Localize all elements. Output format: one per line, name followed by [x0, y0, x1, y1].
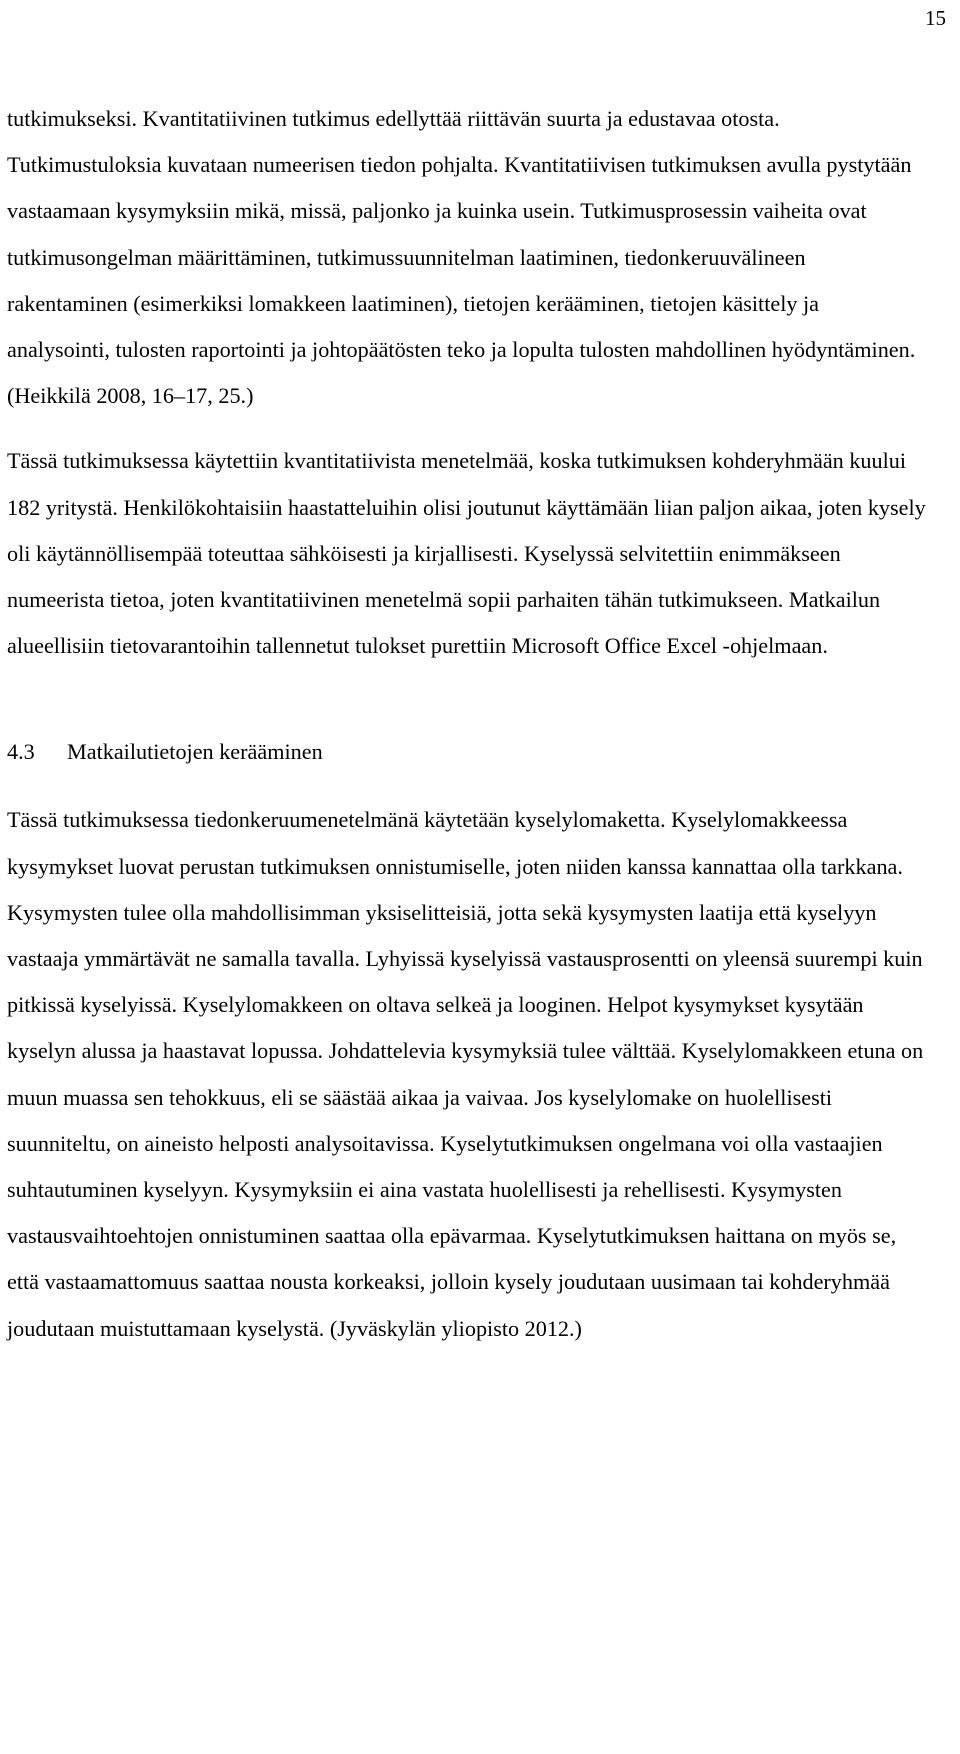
paragraph-methods-intro: tutkimukseksi. Kvantitatiivinen tutkimus edellyttää riittävän suurta ja edustavaa otosta. Tutkimustuloksia kuvataan numeerisen tiedon pohjalta. Kvantitatiivisen tutkimuksen avulla pystytään vastaamaan kysymyksiin mikä, missä, paljonko ja kuinka usein. Tutkimusprosessin vaiheita ovat tutkimusongelman määrittäminen, tutkimussuunnitelman laatiminen, tiedonkeruuvälineen rakentaminen (esimerkiksi lomakkeen laatiminen), tietojen kerääminen, tietojen käsittely ja analysointi, tulosten raportointi ja johtopäätösten teko ja lopulta tulosten mahdollinen hyödyntäminen. (Heikkilä 2008, 16–17, 25.) — [7, 106, 916, 409]
paragraph-method-choice: Tässä tutkimuksessa käytettiin kvantitatiivista menetelmää, koska tutkimuksen kohderyhmään kuului 182 yritystä. Henkilökohtaisiin haastatteluihin olisi joutunut käyttämään liian paljon aikaa, joten kysely oli käytännöllisempää toteuttaa sähköisesti ja kirjallisesti. Kyselyssä selvitettiin enimmäkseen numeerista tietoa, joten kvantitatiivinen menetelmä sopii parhaiten tähän tutkimukseen. Matkailun alueellisiin tietovarantoihin tallennetut tulokset purettiin Microsoft Office Excel -ohjelmaan. — [7, 448, 926, 659]
paragraph-questionnaire: Tässä tutkimuksessa tiedonkeruumenetelmänä käytetään kyselylomaketta. Kyselylomakkeessa kysymykset luovat perustan tutkimuksen onnistumiselle, joten niiden kanssa kannattaa olla tarkkana. Kysymysten tulee olla mahdollisimman yksiselitteisiä, jotta sekä kysymysten laatija että kyselyyn vastaaja ymmärtävät ne samalla tavalla. Lyhyissä kyselyissä vastausprosentti on yleensä suurempi kuin pitkissä kyselyissä. Kyselylomakkeen on oltava selkeä ja looginen. Helpot kysymykset kysytään kyselyn alussa ja haastavat lopussa. Johdattelevia kysymyksiä tulee välttää. Kyselylomakkeen etuna on muun muassa sen tehokkuus, eli se säästää aikaa ja vaivaa. Jos kyselylomake on huolellisesti suunniteltu, on aineisto helposti analysoitavissa. Kyselytutkimuksen ongelmana voi olla vastaajien suhtautuminen kyselyyn. Kysymyksiin ei aina vastata huolellisesti ja rehellisesti. Kysymysten vastausvaihtoehtojen onnistuminen saattaa olla epävarmaa. Kyselytutkimuksen haittana on myös se, että vastaamattomuus saattaa nousta korkeaksi, jolloin kysely joudutaan uusimaan tai kohderyhmää joudutaan muistuttamaan kyselystä. (Jyväskylän yliopisto 2012.) — [7, 807, 924, 1341]
section-number: 4.3 — [7, 739, 35, 765]
section-heading — [7, 729, 927, 775]
page-number: 15 — [925, 6, 946, 30]
document-body — [7, 96, 927, 1352]
section-title: Matkailutietojen kerääminen — [67, 739, 323, 765]
